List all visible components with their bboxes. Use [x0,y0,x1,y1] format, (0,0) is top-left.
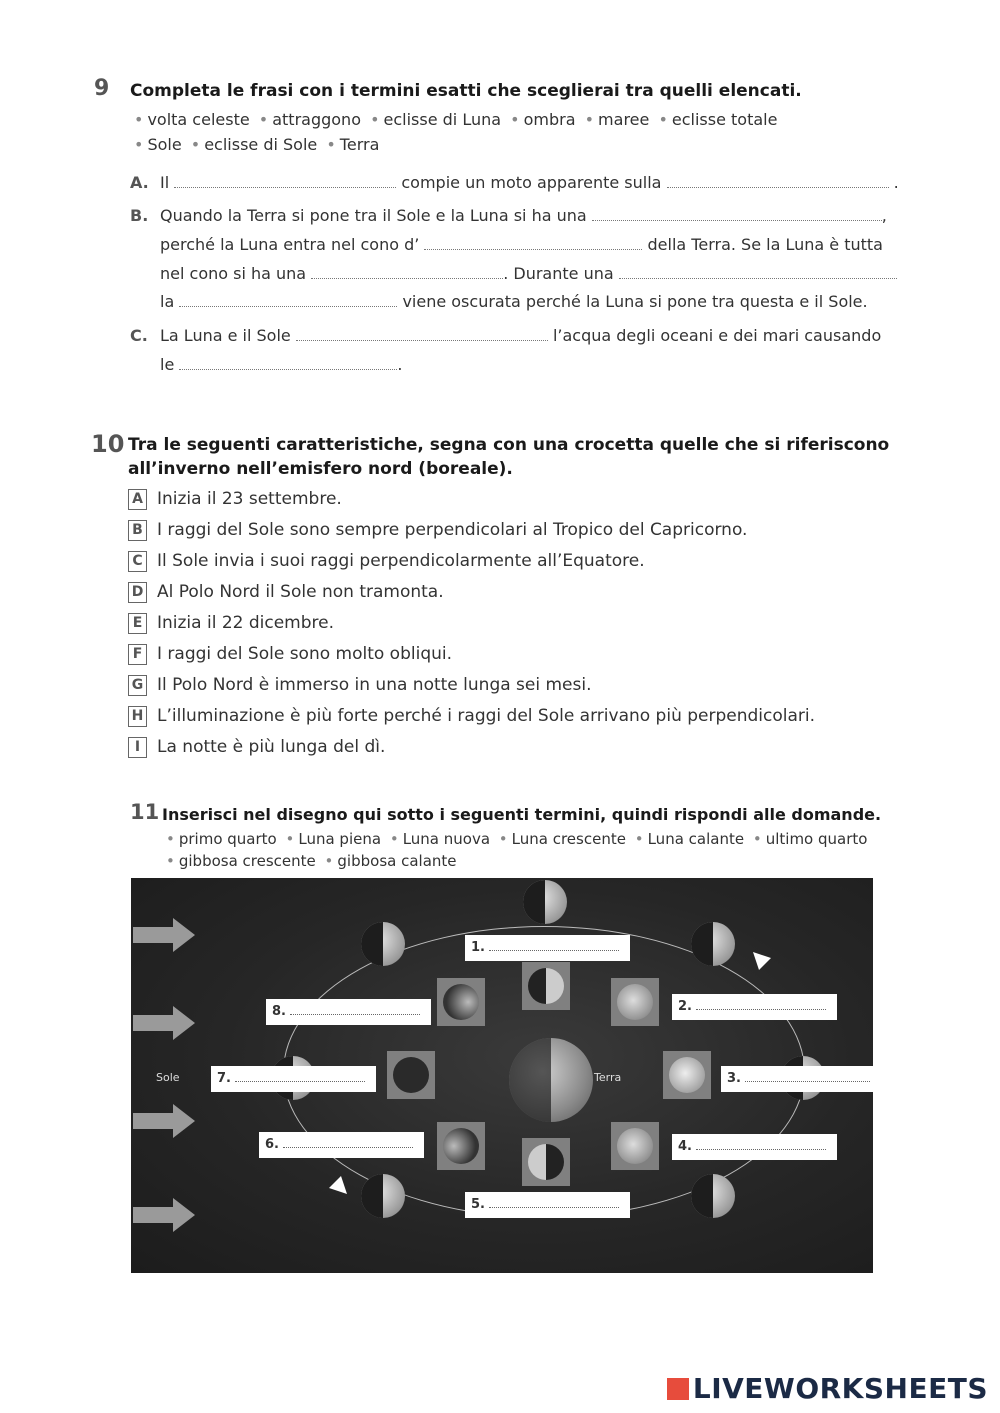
checkbox-i[interactable]: I [128,737,147,758]
q9-terms-line1: • volta celeste • attraggono • eclisse di Luna • ombra • maree • eclisse totale [134,110,778,129]
option-a[interactable]: A Inizia il 23 settembre. [128,487,342,511]
q9-title: Completa le frasi con i termini esatti che sceglierai tra quelli elencati. [130,81,802,101]
q11-terms-line2: • gibbosa crescente • gibbosa calante [166,852,457,870]
phase-view [437,978,485,1026]
answer-box-8[interactable]: 8. [266,999,431,1025]
phase-view [611,1122,659,1170]
answer-box-2[interactable]: 2. [672,994,837,1020]
term: ultimo quarto [765,830,868,848]
orbit-arrow-icon [749,950,773,974]
term: gibbosa crescente [178,852,316,870]
phase-view [437,1122,485,1170]
term: Sole [147,135,182,154]
term: gibbosa calante [337,852,457,870]
checkbox-b[interactable]: B [128,520,147,541]
orbit-moon [523,880,567,924]
blank-c1[interactable] [296,326,548,341]
q9-sentence-a: A. Il compie un moto apparente sulla . [130,173,899,192]
option-d[interactable]: D Al Polo Nord il Sole non tramonta. [128,580,444,604]
blank-a1[interactable] [174,173,396,188]
orbit-moon [361,1174,405,1218]
blank-b2[interactable] [424,235,642,250]
sun-ray-arrow-icon [133,1198,195,1232]
blank-c2[interactable] [179,355,397,370]
checkbox-a[interactable]: A [128,489,147,510]
moon-phases-diagram [131,878,873,1273]
orbit-moon [691,922,735,966]
term: Terra [339,135,380,154]
q11-number: 11 [130,800,160,824]
term: volta celeste [147,110,250,129]
blank-b3[interactable] [311,264,503,279]
option-g[interactable]: G Il Polo Nord è immerso in una notte lunga sei mesi. [128,673,592,697]
liveworksheets-logo: LIVEWORKSHEETS [667,1372,988,1405]
orbit-moon [361,922,405,966]
sun-ray-arrow-icon [133,918,195,952]
term: eclisse di Sole [204,135,318,154]
checkbox-h[interactable]: H [128,706,147,727]
earth [509,1038,593,1122]
sun-ray-arrow-icon [133,1104,195,1138]
option-b[interactable]: B I raggi del Sole sono sempre perpendicolari al Tropico del Capricorno. [128,518,747,542]
orbit-moon [691,1174,735,1218]
q9-terms-line2: • Sole • eclisse di Sole • Terra [134,135,380,154]
term: Luna nuova [402,830,491,848]
q10-title-line1: Tra le seguenti caratteristiche, segna con una crocetta quelle che si riferiscono [128,435,890,455]
term: Luna piena [298,830,382,848]
term: ombra [523,110,576,129]
term: attraggono [272,110,361,129]
q10-title-line2: all’inverno nell’emisfero nord (boreale). [128,459,513,479]
earth-label: Terra [594,1071,622,1084]
blank-b5[interactable] [179,292,397,307]
option-h[interactable]: H L’illuminazione è più forte perché i raggi del Sole arrivano più perpendicolari. [128,704,815,728]
phase-view [611,978,659,1026]
option-e[interactable]: E Inizia il 22 dicembre. [128,611,334,635]
checkbox-c[interactable]: C [128,551,147,572]
option-f[interactable]: F I raggi del Sole sono molto obliqui. [128,642,452,666]
q11-title: Inserisci nel disegno qui sotto i seguenti termini, quindi rispondi alle domande. [162,805,882,824]
option-c[interactable]: C Il Sole invia i suoi raggi perpendicolarmente all’Equatore. [128,549,645,573]
answer-box-3[interactable]: 3. [721,1066,873,1092]
sun-label: Sole [156,1071,180,1084]
answer-box-6[interactable]: 6. [259,1132,424,1158]
answer-box-4[interactable]: 4. [672,1134,837,1160]
blank-a2[interactable] [667,173,889,188]
q9-sentence-c2: le . [160,355,403,374]
term: eclisse di Luna [383,110,502,129]
checkbox-e[interactable]: E [128,613,147,634]
q10-number: 10 [91,430,125,458]
option-i[interactable]: I La notte è più lunga del dì. [128,735,385,759]
answer-box-5[interactable]: 5. [465,1192,630,1218]
checkbox-g[interactable]: G [128,675,147,696]
term: Luna crescente [511,830,626,848]
q9-sentence-c1: C. La Luna e il Sole l’acqua degli oceani e dei mari causando [130,326,882,345]
phase-view [522,1138,570,1186]
term: Luna calante [647,830,745,848]
q9-sentence-b2: perché la Luna entra nel cono d’ della Terra. Se la Luna è tutta [160,235,883,254]
sun-ray-arrow-icon [133,1006,195,1040]
q9-sentence-b3: nel cono si ha una . Durante una [160,263,897,285]
phase-view [522,962,570,1010]
blank-b4[interactable] [619,264,897,279]
answer-box-7[interactable]: 7. [211,1066,376,1092]
term: maree [598,110,650,129]
checkbox-f[interactable]: F [128,644,147,665]
answer-box-1[interactable]: 1. [465,935,630,961]
checkbox-d[interactable]: D [128,582,147,603]
phase-view [387,1051,435,1099]
q9-sentence-b1: B. Quando la Terra si pone tra il Sole e la Luna si ha una , [130,206,887,225]
term: primo quarto [178,830,277,848]
orbit-arrow-icon [327,1172,351,1196]
blank-b1[interactable] [592,206,882,221]
q11-terms-line1: • primo quarto • Luna piena • Luna nuova • Luna crescente • Luna calante • ultimo quarto [166,830,868,848]
logo-icon [667,1378,689,1400]
term: eclisse totale [671,110,778,129]
phase-view [663,1051,711,1099]
q9-number: 9 [94,76,110,101]
q9-sentence-b4: la viene oscurata perché la Luna si pone tra questa e il Sole. [160,292,868,311]
